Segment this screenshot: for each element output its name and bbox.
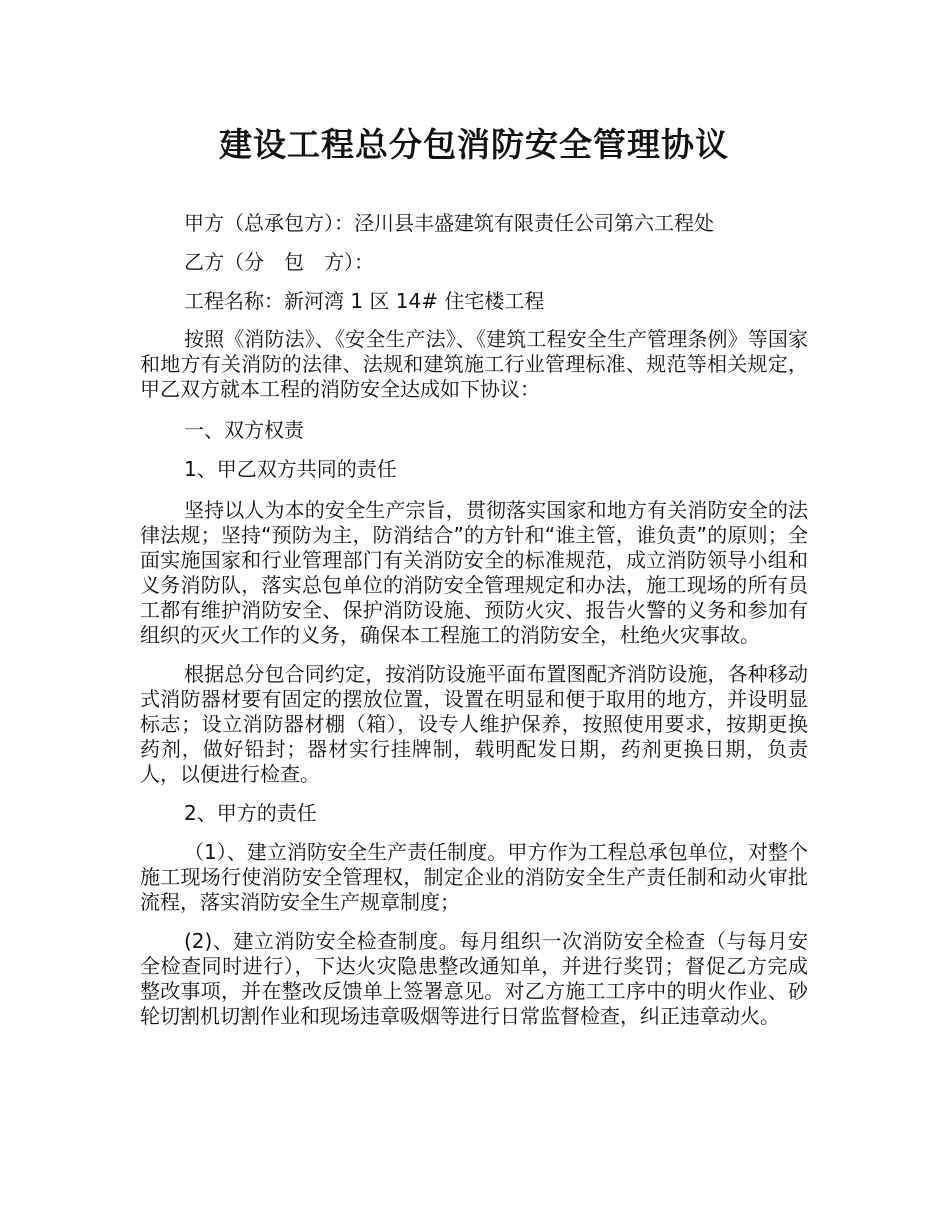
party-a-item-1: （1）、建立消防安全生产责任制度。甲方作为工程总承包单位，对整个施工现场行使消防安全管理权，制定企业的消防安全生产责任制和动火审批流程，落实消防安全生产规章制度； [140, 840, 808, 914]
common-responsibility-paragraph-1: 坚持以人为本的安全生产宗旨，贯彻落实国家和地方有关消防安全的法律法规；坚持“预防为主，防消结合”的方针和“谁主管，谁负责”的原则；全面实施国家和行业管理部门有关消防安全的标准规范，成立消防领导小组和义务消防队，落实总包单位的消防安全管理规定和办法，施工现场的所有员工都有维护消防安全、保护消防设施、预防火灾、报告火警的义务和参加有组织的灭火工作的义务，确保本工程施工的消防安全，杜绝火灾事故。 [140, 498, 808, 647]
party-b-line: 乙方（分 包 方）： [184, 250, 374, 274]
intro-paragraph: 按照《消防法》、《安全生产法》、《建筑工程安全生产管理条例》等国家和地方有关消防的法律、法规和建筑施工行业管理标准、规范等相关规定，甲乙双方就本工程的消防安全达成如下协议： [140, 327, 808, 401]
subsection-heading-party-a: 2、甲方的责任 [184, 801, 317, 825]
subsection-heading-common: 1、甲乙双方共同的责任 [184, 457, 397, 481]
project-name-line: 工程名称：新河湾 1 区 14# 住宅楼工程 [184, 289, 545, 313]
party-a-item-2: (2)、建立消防安全检查制度。每月组织一次消防安全检查（与每月安全检查同时进行），下达火灾隐患整改通知单，并进行奖罚；督促乙方完成整改事项，并在整改反馈单上签署意见。对乙方施工工序中的明火作业、砂轮切割机切割作业和现场违章吸烟等进行日常监督检查，纠正违章动火。 [140, 929, 808, 1028]
party-a-line: 甲方（总承包方）：泾川县丰盛建筑有限责任公司第六工程处 [184, 211, 714, 235]
document-title: 建设工程总分包消防安全管理协议 [219, 125, 729, 164]
common-responsibility-paragraph-2: 根据总分包合同约定，按消防设施平面布置图配齐消防设施，各种移动式消防器材要有固定的摆放位置，设置在明显和便于取用的地方，并设明显标志；设立消防器材棚（箱），设专人维护保养，按照使用要求，按期更换药剂，做好铅封；器材实行挂牌制，载明配发日期，药剂更换日期，负责人，以便进行检查。 [140, 662, 808, 786]
document-page [140, 0, 808, 1029]
section-heading-rights: 一、双方权责 [184, 418, 304, 442]
